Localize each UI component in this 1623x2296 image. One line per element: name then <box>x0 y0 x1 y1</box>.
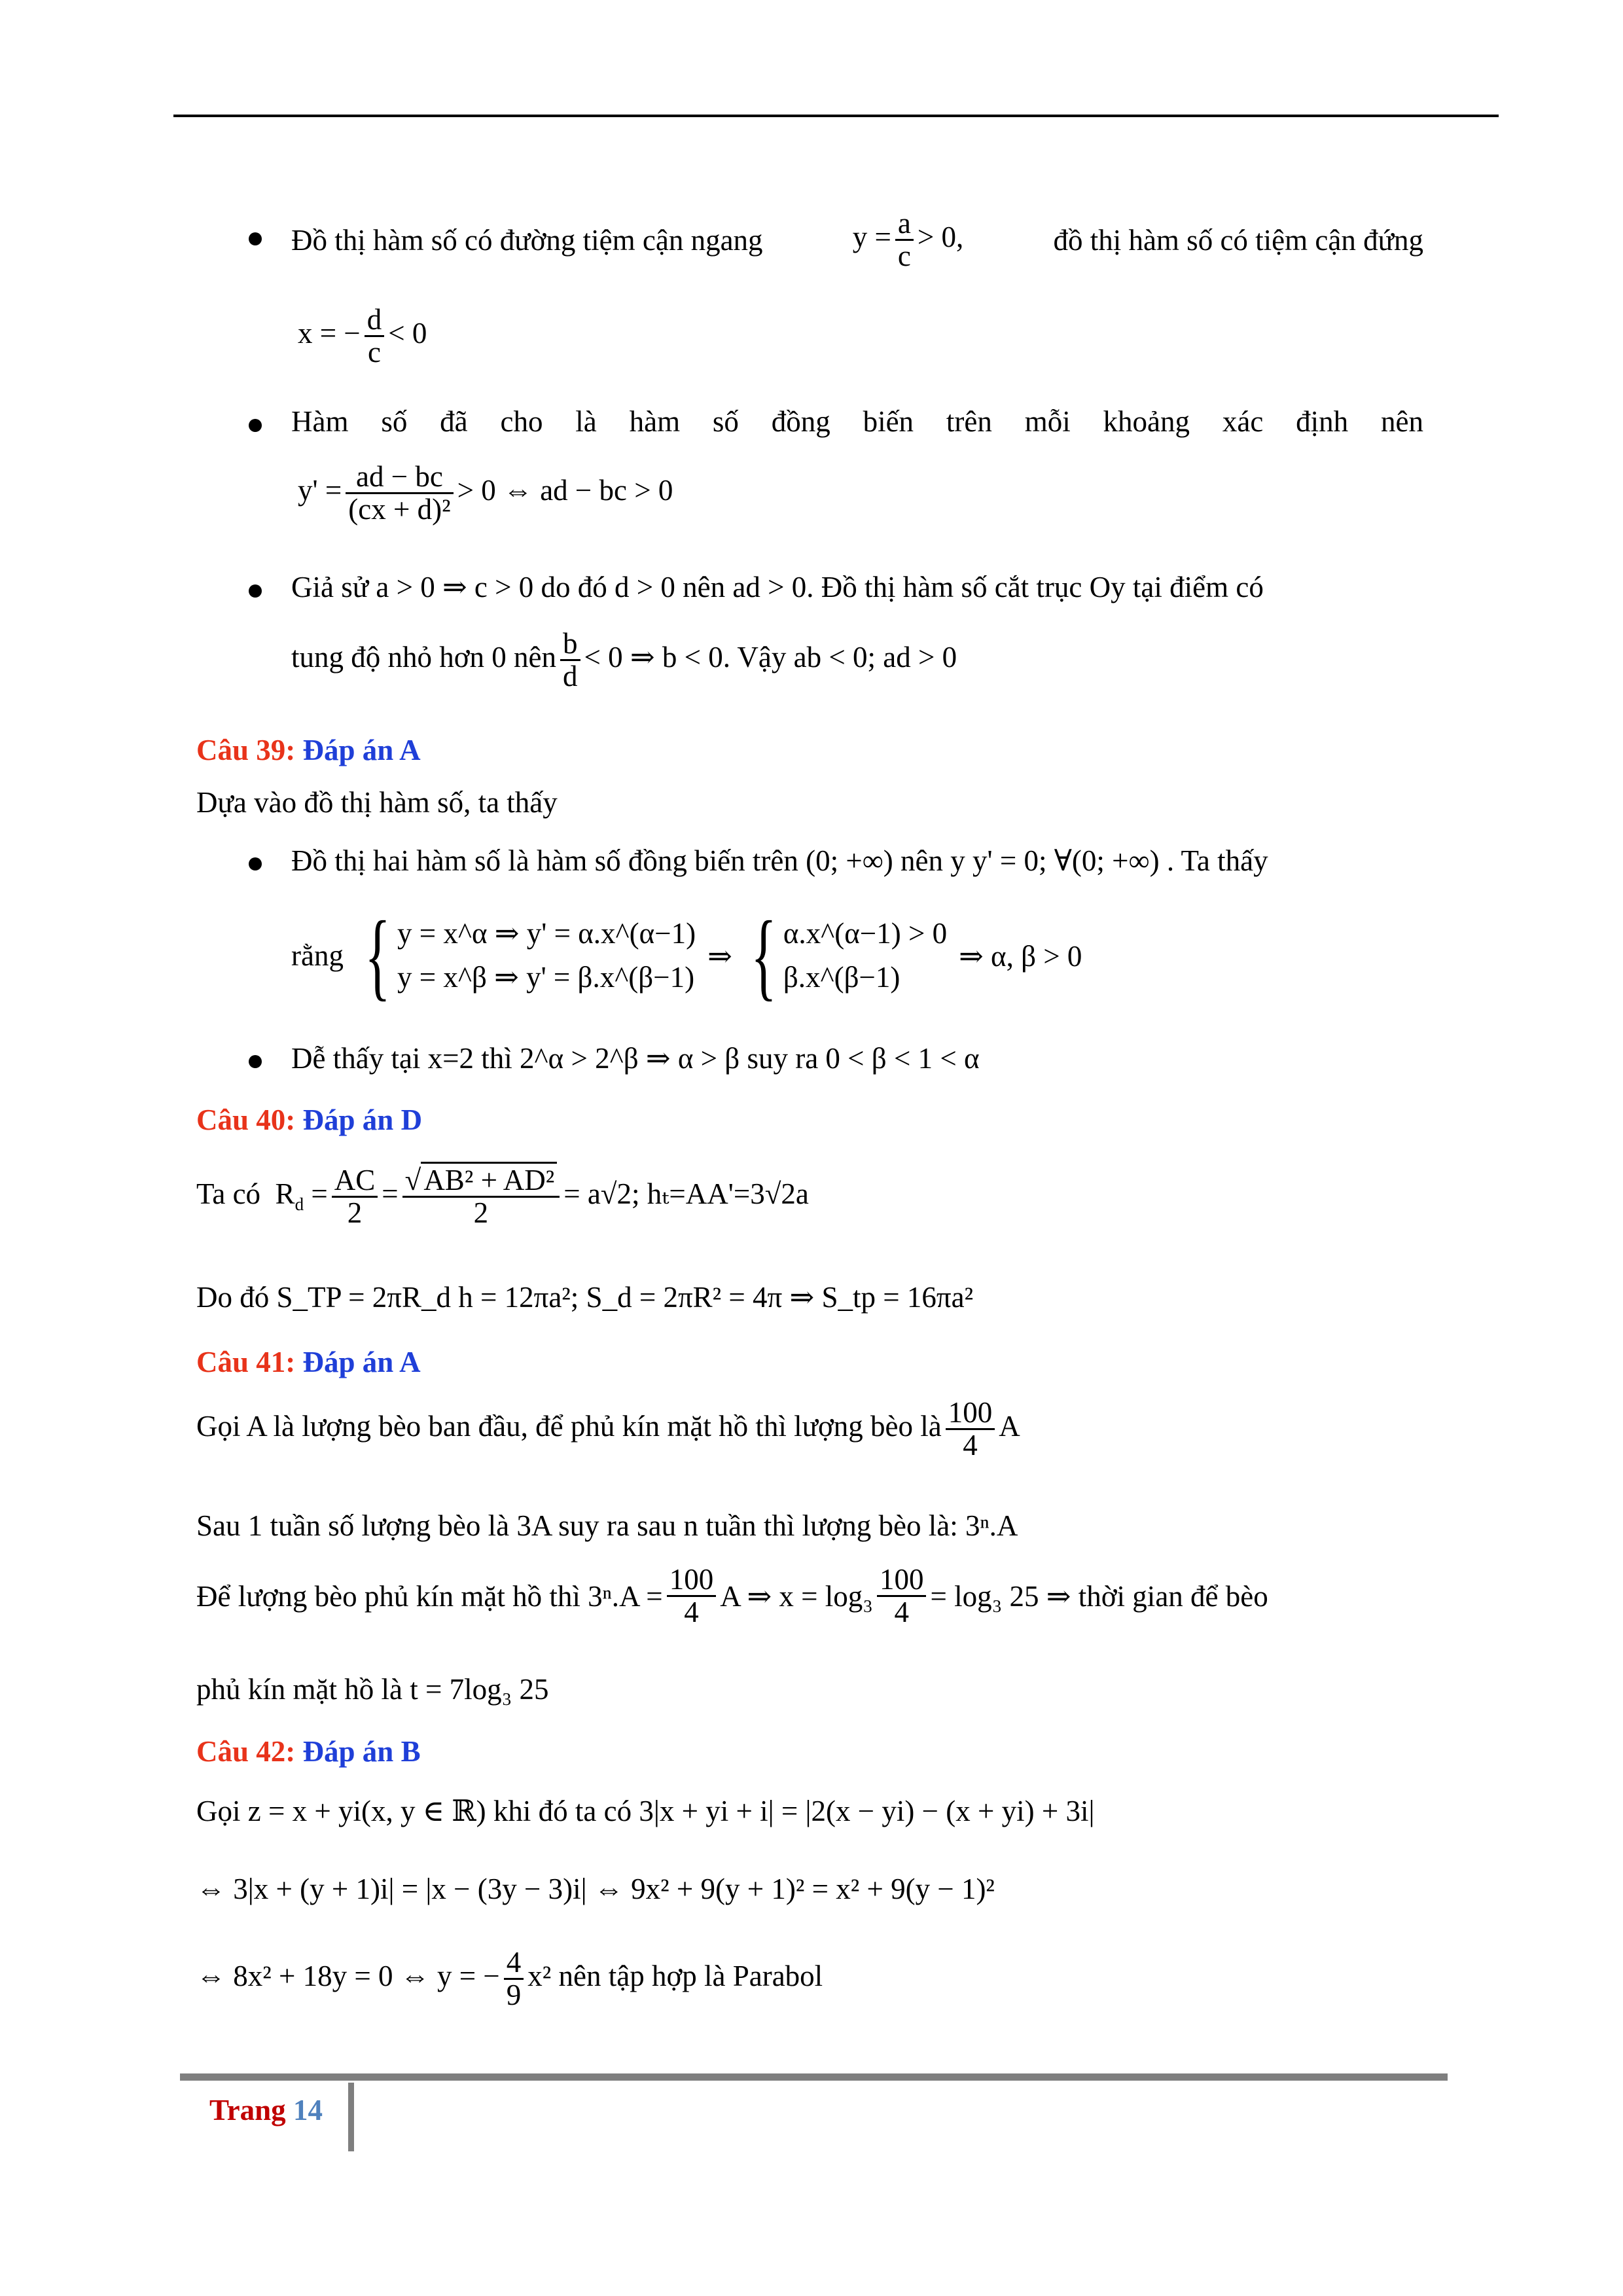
bullet-icon <box>249 857 262 870</box>
q41-l3c: = log₃ 25 ⇒ thời gian để bèo <box>930 1580 1268 1613</box>
b2-word: xác <box>1222 405 1264 438</box>
q41-l1-tail: A <box>999 1410 1020 1443</box>
q39-s1: y = x^α ⇒ y' = α.x^(α−1) <box>397 916 696 950</box>
q41-l3b: A ⇒ x = log₃ <box>720 1580 873 1613</box>
q41-frac1-num: 100 <box>946 1397 995 1430</box>
q41-frac1-den: 4 <box>963 1429 978 1462</box>
b2-frac <box>346 461 453 526</box>
q40-rd: $R_d$ = <box>268 1177 328 1215</box>
q39-s2: y = x^β ⇒ y' = β.x^(β−1) <box>397 961 695 994</box>
q39-sys1 <box>397 912 696 1000</box>
q42-l3b: x² nên tập hợp là Parabol <box>527 1960 823 1993</box>
q41-line2: Sau 1 tuần số lượng bèo là 3A suy ra sau n tuần thì lượng bèo là: 3ⁿ.A <box>196 1509 1018 1542</box>
q41-line4: phủ kín mặt hồ là t = 7log₃ 25 <box>196 1673 549 1706</box>
bullet-icon <box>249 584 262 598</box>
b2-rest: > 0 ⇔ ad − bc > 0 <box>457 474 673 507</box>
brace-icon: { <box>365 901 391 1010</box>
q41-line3 <box>196 1564 1423 1628</box>
b1-x-frac <box>365 304 385 368</box>
b2-word: biến <box>863 405 914 438</box>
q42-l3a: ⇔ 8x² + 18y = 0 ⇔ y = − <box>196 1960 500 1993</box>
q39-t2: β.x^(β−1) <box>783 961 901 994</box>
q40-tail: = a√2; hₜ=AA'=3√2a <box>563 1177 809 1211</box>
q40-line1: Ta có $R_d$ = $\frac{AC}{2}$ = $\frac{\text{√AB² + AD²}}{2}$ = a√2; hₜ=AA'=3√2a <box>196 1165 809 1229</box>
b2-yp: y' = <box>298 474 342 507</box>
b3-line1: Giả sử a > 0 ⇒ c > 0 do đó d > 0 nên ad > 0. Đồ thị hàm số cắt trục Oy tại điểm có <box>291 571 1264 603</box>
q41-frac2-den: 4 <box>684 1596 699 1629</box>
q39-sys2 <box>783 912 947 1000</box>
b1-x-eq: x = − <box>298 317 361 350</box>
b2-word: định <box>1296 405 1349 438</box>
q39-b2: Dễ thấy tại x=2 thì 2^α > 2^β ⇒ α > β suy ra 0 < β < 1 < α <box>291 1042 980 1075</box>
q41-answer: Đáp án A <box>302 1346 421 1378</box>
q42-line2: ⇔ 3|x + (y + 1)i| = |x − (3y − 3)i| ⇔ 9x² + 9(y + 1)² = x² + 9(y − 1)² <box>196 1873 995 1905</box>
footer-rule <box>180 2073 1448 2081</box>
q42-number: Câu 42: <box>196 1735 296 1768</box>
q41-number: Câu 41: <box>196 1346 296 1378</box>
q42-line1: Gọi z = x + yi(x, y ∈ ℝ) khi đó ta có 3|x + yi + i| = |2(x − yi) − (x + yi) + 3i| <box>196 1795 1095 1827</box>
q40-frac2-den: 2 <box>473 1196 489 1230</box>
page-number: 14 <box>293 2094 323 2126</box>
q40-frac1-den: 2 <box>347 1196 363 1230</box>
footer-divider <box>348 2083 354 2151</box>
b2-word: cho <box>500 405 543 438</box>
header-rule <box>173 115 1499 117</box>
q40-frac2 <box>402 1165 560 1229</box>
q41-heading <box>196 1345 421 1379</box>
q42-frac <box>504 1947 524 2011</box>
b3-num: b <box>560 628 580 661</box>
q39-heading <box>196 733 421 767</box>
q39-number: Câu 39: <box>196 734 296 766</box>
q40-sqrt-content: AB² + AD² <box>421 1162 557 1196</box>
q40-frac1 <box>332 1165 378 1229</box>
b1-text: Đồ thị hàm số có đường tiệm cận ngang <box>291 223 763 257</box>
b2-word: đồng <box>771 405 830 438</box>
b2-word: mỗi <box>1024 405 1071 438</box>
b1-line1 <box>291 208 1423 272</box>
q41-frac3-num: 100 <box>877 1564 927 1597</box>
q39-conc: ⇒ α, β > 0 <box>959 939 1082 973</box>
q42-heading <box>196 1734 421 1768</box>
q42-line3 <box>196 1947 823 2011</box>
q42-frac-num: 4 <box>504 1947 524 1980</box>
b3-line2 <box>291 628 957 692</box>
b2-word: số <box>712 405 739 438</box>
q39-rang: rằng <box>291 939 344 972</box>
footer-label: Trang <box>209 2094 286 2126</box>
q39-answer: Đáp án A <box>302 734 421 766</box>
q41-l1: Gọi A là lượng bèo ban đầu, để phủ kín mặt hồ thì lượng bèo là <box>196 1410 942 1443</box>
q39-intro: Dựa vào đồ thị hàm số, ta thấy <box>196 786 558 819</box>
b2-word: số <box>381 405 408 438</box>
b1-line2 <box>298 304 427 368</box>
bullet-icon <box>249 232 262 245</box>
b2-word: Hàm <box>291 405 349 438</box>
b1-text2: đồ thị hàm số có tiệm cận đứng <box>1053 223 1423 257</box>
b1-x-num: d <box>365 304 385 337</box>
b2-word: trên <box>946 405 992 438</box>
b3-den: d <box>563 660 578 693</box>
q39-b1: Đồ thị hai hàm số là hàm số đồng biến trên (0; +∞) nên y y' = 0; ∀(0; +∞) . Ta thấy <box>291 844 1268 877</box>
b2-line2 <box>298 461 673 526</box>
b1-frac <box>895 208 914 272</box>
q40-frac1-num: AC <box>332 1165 378 1198</box>
q41-frac3-den: 4 <box>894 1596 909 1629</box>
b1-frac-num: a <box>895 208 914 241</box>
b3-frac <box>560 628 580 692</box>
q41-l3a: Để lượng bèo phủ kín mặt hồ thì 3ⁿ.A = <box>196 1579 663 1613</box>
q40-frac2-num: √AB² + AD² <box>402 1165 560 1198</box>
q41-line1 <box>196 1397 1020 1462</box>
b2-den: (cx + d)² <box>348 493 451 526</box>
q40-line2: Do đó S_TP = 2πR_d h = 12πa²; S_d = 2πR² = 4π ⇒ S_tp = 16πa² <box>196 1281 974 1314</box>
b1-frac-den: c <box>897 240 911 273</box>
implies-icon: ⇒ <box>707 939 732 973</box>
b2-word: hàm <box>629 405 681 438</box>
q40-answer: Đáp án D <box>302 1103 423 1136</box>
q42-answer: Đáp án B <box>302 1735 421 1768</box>
b1-eq <box>853 208 964 272</box>
bullet-icon <box>249 1055 262 1068</box>
b1-eq-y: y = <box>852 221 891 254</box>
b3-line2a: tung độ nhỏ hơn 0 nên <box>291 641 557 674</box>
q42-frac-den: 9 <box>506 1979 522 2012</box>
b3-line2b: < 0 ⇒ b < 0. Vậy ab < 0; ad > 0 <box>584 641 957 674</box>
b2-word: nên <box>1380 405 1423 438</box>
q39-system <box>291 901 1082 1010</box>
q41-frac2-num: 100 <box>667 1564 717 1597</box>
q41-frac3 <box>877 1564 927 1628</box>
b2-word: đã <box>440 405 468 438</box>
page-footer <box>209 2093 323 2127</box>
q40-heading <box>196 1103 422 1137</box>
b1-x-cmp: < 0 <box>388 317 427 350</box>
b1-x-den: c <box>368 336 381 369</box>
b2-word: là <box>575 405 597 438</box>
q40-number: Câu 40: <box>196 1103 296 1136</box>
brace-icon: { <box>751 901 777 1010</box>
b2-num: ad − bc <box>346 461 453 494</box>
q40-lead: Ta có <box>196 1177 261 1211</box>
b2-line1 <box>291 404 1423 439</box>
b2-word: khoảng <box>1103 405 1190 438</box>
bullet-icon <box>249 419 262 432</box>
q41-frac2 <box>667 1564 717 1628</box>
q39-t1: α.x^(α−1) > 0 <box>783 916 948 950</box>
q41-frac1 <box>946 1397 995 1462</box>
b1-cmp: > 0, <box>917 221 964 254</box>
